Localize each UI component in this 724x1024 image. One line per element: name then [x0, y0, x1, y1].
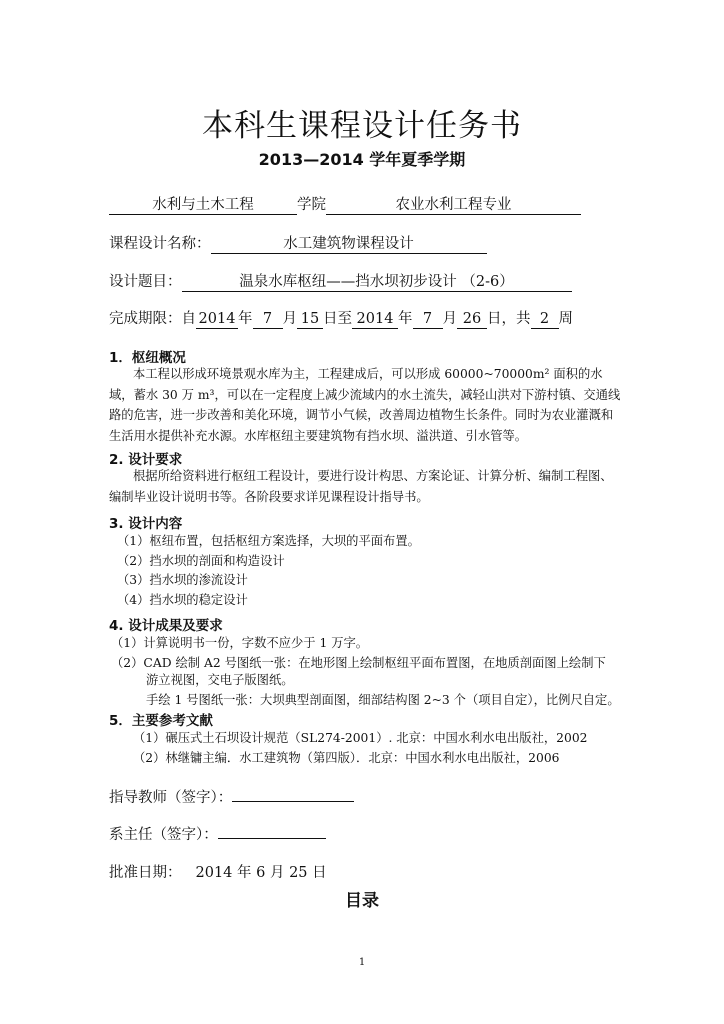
period-start-day: 15: [297, 310, 323, 329]
period-end-day-label: 日，共: [487, 311, 531, 327]
approval-date-label: 批准日期：: [109, 865, 182, 881]
period-end-day: 26: [457, 310, 487, 329]
section-4-item: （1）计算说明书一份，字数不应少于 1 万字。: [111, 636, 369, 650]
document-subtitle: 2013—2014 学年夏季学期: [258, 150, 466, 169]
period-start-day-label: 日至: [323, 311, 352, 327]
school-major-line: [109, 193, 581, 215]
section-1-title: 1．枢纽概况: [109, 350, 186, 366]
teacher-signature-blank: [232, 787, 354, 802]
major-name: 农业水利工程专业: [326, 196, 581, 215]
section-1-body: 本工程以形成环境景观水库为主，工程建成后，可以形成 60000~70000m² 面积的水域，蓄水 30 万 m³，可以在一定程度上减少流域内的水土流失，减轻山洪对下游村镇、交通线路的危害，进一步改善和美化环境，调节小气候，改善周边植物生长条件。同时为农业灌溉和生活用水提供补充水源。水库枢纽主要建筑物有挡水坝、溢洪道、引水管等。: [109, 367, 621, 443]
director-signature-line: [109, 823, 326, 844]
section-2-body: 根据所给资料进行枢纽工程设计，要进行设计构思、方案论证、计算分析、编制工程图、编制毕业设计说明书等。各阶段要求详见课程设计指导书。: [109, 469, 613, 504]
section-1-text: [109, 364, 624, 446]
course-name-value: 水工建筑物课程设计: [211, 235, 487, 254]
period-line: [109, 307, 573, 329]
section-3-item: （1）枢纽布置，包括枢纽方案选择，大坝的平面布置。: [117, 534, 420, 548]
period-end-year-label: 年: [398, 311, 413, 327]
period-year-label: 年: [238, 311, 253, 327]
course-name-line: [109, 232, 487, 254]
section-5-item: （1）碾压式土石坝设计规范（SL274-2001）. 北京：中国水利水电出版社，2002: [133, 731, 588, 745]
teacher-signature-line: [109, 786, 354, 807]
period-end-year: 2014: [352, 310, 398, 329]
period-end-month: 7: [413, 310, 443, 329]
toc-title: 目录: [345, 891, 379, 911]
period-month-label: 月: [282, 311, 297, 327]
period-weeks: 2: [531, 310, 559, 329]
period-start-year: 2014: [196, 310, 238, 329]
approval-date-value: 2014 年 6 月 25 日: [195, 865, 327, 881]
period-label: 完成期限：自: [109, 311, 196, 327]
design-topic-label: 设计题目：: [109, 274, 182, 290]
section-5-title: 5．主要参考文献: [109, 713, 213, 729]
section-3-item: （2）挡水坝的剖面和构造设计: [117, 554, 285, 568]
design-topic-line: [109, 270, 572, 292]
teacher-signature-label: 指导教师（签字）：: [109, 790, 233, 806]
section-5-item: （2）林继镛主编．水工建筑物（第四版）．北京：中国水利水电出版社，2006: [133, 751, 560, 765]
director-signature-label: 系主任（签字）：: [109, 827, 218, 843]
section-4-item: 手绘 1 号图纸一张：大坝典型剖面图，细部结构图 2~3 个（项目自定），比例尺自定。: [146, 693, 620, 707]
course-name-label: 课程设计名称：: [109, 236, 211, 252]
document-title: 本科生课程设计任务书: [202, 108, 522, 144]
approval-date-line: [109, 861, 327, 882]
section-4-item: （2）CAD 绘制 A2 号图纸一张：在地形图上绘制枢纽平面布置图，在地质剖面图上绘制下: [111, 656, 606, 670]
section-2-text: [109, 466, 624, 507]
section-3-item: （3）挡水坝的渗流设计: [117, 573, 248, 587]
period-end-month-label: 月: [442, 311, 457, 327]
section-3-item: （4）挡水坝的稳定设计: [117, 593, 248, 607]
school-name: 水利与土木工程: [109, 196, 297, 215]
director-signature-blank: [218, 824, 326, 839]
section-3-title: 3. 设计内容: [109, 516, 183, 532]
design-topic-value: 温泉水库枢纽——挡水坝初步设计 （2-6）: [182, 273, 572, 292]
period-weeks-label: 周: [558, 311, 573, 327]
section-4-item: 游立视图，交电子版图纸。: [146, 673, 294, 687]
period-start-month: 7: [253, 310, 283, 329]
section-4-title: 4. 设计成果及要求: [109, 618, 223, 634]
section-2-title: 2. 设计要求: [109, 452, 183, 468]
school-suffix: 学院: [297, 197, 326, 213]
page-number: 1: [358, 957, 366, 968]
